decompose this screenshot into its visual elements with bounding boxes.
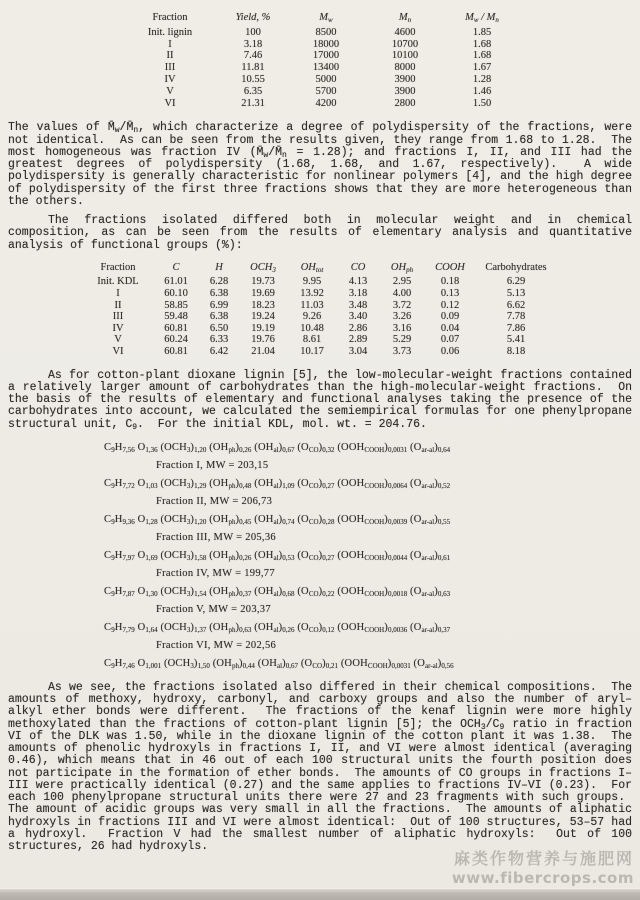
table-cell: 60.81 bbox=[164, 346, 188, 358]
table-cell: 5.13 bbox=[506, 288, 526, 300]
table-cell: 0.09 bbox=[440, 311, 460, 323]
table-row bbox=[119, 62, 521, 74]
table-cell: 0.04 bbox=[440, 322, 460, 334]
chemical-formula: $C_9H_{7,46}$ $O_{1,001}$ $(OCH_3)_{1,50}$ $(OH_{ph})_{0,44}$ $(OH_{al})_{0,67}$ $(O_{CO})_{0,21}$ $(OOH_{COOH})_{0,0031}$ $(O_{ar-al})_{0,56}$ bbox=[104, 657, 454, 670]
table-cell: 1.50 bbox=[472, 97, 492, 109]
chemical-formula: $C_9H_{9,36}$ $O_{1,28}$ $(OCH_3)_{1,20}$ $(OH_{ph})_{0,45}$ $(OH_{al})_{0,74}$ $(O_{CO})_{0,28}$ $(OOH_{COOH})_{0,0039}$ $(O_{ar-al})_{0,55}$ bbox=[104, 513, 451, 526]
table-cell: 2.95 bbox=[392, 276, 412, 288]
table-cell: 3.48 bbox=[348, 299, 368, 311]
table-cell: II bbox=[166, 50, 174, 62]
table-cell: 1.28 bbox=[472, 73, 492, 85]
table-header-row bbox=[119, 12, 521, 27]
chemical-formula: $C_9H_{7,87}$ $O_{1,30}$ $(OCH_3)_{1,54}$ $(OH_{ph})_{0,37}$ $(OH_{al})_{0,68}$ $(O_{CO})_{0,22}$ $(OOH_{COOH})_{0,0018}$ $(O_{ar-al})_{0,63}$ bbox=[104, 585, 451, 598]
table-cell: VI bbox=[164, 97, 176, 109]
table-cell: VI bbox=[112, 346, 124, 358]
table-cell: 100 bbox=[245, 26, 261, 38]
table-cell: 8000 bbox=[394, 62, 416, 74]
table-cell: IV bbox=[164, 73, 176, 85]
molecular-weight-table bbox=[119, 12, 521, 109]
table-cell: 1.67 bbox=[472, 62, 492, 74]
paragraph-chemical-compositions: As we see, the fractions isolated also differed in their chemical compositions. The amounts of methoxy, hydroxy, carbonyl, and carboxy groups and also the number of aryl–alkyl ether bonds were different. The fractions of the kenaf lignin were more highly methoxylated than the fractions of cotton-plant lignin [5]; the $OCH_3/C_9$ ratio in fraction VI of the DLK was 1.50, while in the dioxane lignin of the cotton plant it was 1.38. The amounts of phenolic hydroxyls in fractions I, II, and VI were almost identical (averaging 0.46), which means that in 46 out of each 100 structural units the fourth position does not participate in the formation of ether bonds. The amounts of CO groups in fractions I–III were practically identical (0.27) and the same applies to fractions IV–VI (0.23). For each 100 phenylpropane structural units there were 27 and 23 fragments with such groups. The amount of acidic groups was very small in all the fractions. The amounts of aliphatic hydroxyls in fractions III and VI were almost identical: Out of 100 structures, 53–57 had a hydroxyl. Fraction V had the smallest number of aliphatic hydroxyls: Out of 100 structures, 26 had hydroxyls. bbox=[8, 680, 632, 854]
table-cell: 10700 bbox=[391, 38, 419, 50]
table-cell: 59.48 bbox=[164, 311, 188, 323]
table-cell: 8.61 bbox=[302, 334, 322, 346]
table-cell: 10.17 bbox=[300, 346, 324, 358]
table-cell: 3.40 bbox=[348, 311, 368, 323]
table-cell: 3.26 bbox=[392, 311, 412, 323]
table-row bbox=[119, 50, 521, 62]
table-cell: 6.62 bbox=[506, 299, 526, 311]
watermark-url: www.fibercrops.com bbox=[451, 869, 634, 887]
table-cell: 3.73 bbox=[392, 346, 412, 358]
table-cell: 0.18 bbox=[440, 276, 460, 288]
table-cell: 6.50 bbox=[209, 322, 229, 334]
table-cell: 11.03 bbox=[300, 299, 324, 311]
table-cell: 0.12 bbox=[440, 299, 460, 311]
paragraph-carbohydrates: As for cotton-plant dioxane lignin [5], the low-molecular-weight fractions contained a relatively larger amount of carbohydrates than the high-molecular-weight fractions. On the basis of the results of elementary and functional analyses taking the presence of the carbohydrates into account, we calculated the semiempirical formulas for one phenylpropane structural unit, $C_9$. For the initial KDL, mol. wt. = 204.76. bbox=[8, 368, 632, 432]
table-cell: 17000 bbox=[312, 50, 340, 62]
table-cell: 13.92 bbox=[300, 288, 324, 300]
table-cell: 11.81 bbox=[241, 62, 265, 74]
table-cell: 9.26 bbox=[302, 311, 322, 323]
table-cell: V bbox=[166, 85, 174, 97]
column-header: $OH_{ph}$ bbox=[390, 261, 414, 274]
table-cell: I bbox=[116, 288, 120, 300]
table-cell: 10.48 bbox=[300, 322, 324, 334]
table-cell: 10.55 bbox=[241, 73, 265, 85]
page-edge-strip bbox=[0, 888, 640, 900]
table-cell: III bbox=[164, 62, 176, 74]
table-cell: 5700 bbox=[315, 85, 337, 97]
table-row bbox=[83, 311, 557, 323]
table-cell: 4200 bbox=[315, 97, 337, 109]
table-cell: 13400 bbox=[312, 62, 340, 74]
table-cell: 3.18 bbox=[243, 38, 263, 50]
formula-label: Fraction III, MW = 205,36 bbox=[156, 531, 276, 543]
table-cell: 0.07 bbox=[440, 334, 460, 346]
chemical-formula: $C_9H_{7,72}$ $O_{1,03}$ $(OCH_3)_{1,29}$ $(OH_{ph})_{0,48}$ $(OH_{al})_{1,09}$ $(O_{CO})_{0,27}$ $(OOH_{COOH})_{0,0064}$ $(O_{ar-al})_{0,52}$ bbox=[104, 477, 451, 490]
table-cell: 3.16 bbox=[392, 322, 412, 334]
table-row bbox=[119, 74, 521, 86]
table-cell: 6.99 bbox=[209, 299, 229, 311]
table-cell: 7.46 bbox=[243, 50, 263, 62]
table-cell: 3.18 bbox=[348, 288, 368, 300]
table-cell: III bbox=[112, 311, 124, 323]
table-cell: Init. KDL bbox=[97, 276, 139, 288]
table-cell: 0.13 bbox=[440, 288, 460, 300]
table-row bbox=[83, 276, 557, 288]
table-cell: 10100 bbox=[391, 50, 419, 62]
formula-label: Fraction VI, MW = 202,56 bbox=[156, 639, 277, 651]
formula-label: Fraction I, MW = 203,15 bbox=[156, 459, 269, 471]
table-cell: IV bbox=[112, 322, 124, 334]
table-cell: 2.89 bbox=[348, 334, 368, 346]
table-row bbox=[83, 300, 557, 312]
column-header: $OCH_3$ bbox=[250, 261, 276, 274]
column-header: Carbohydrates bbox=[485, 261, 547, 273]
column-header: H bbox=[215, 261, 223, 273]
chemical-formula: $C_9H_{7,56}$ $O_{1,36}$ $(OCH_3)_{1,20}$ $(OH_{ph})_{0,26}$ $(OH_{al})_{0,67}$ $(O_{CO})_{0,32}$ $(OOH_{COOH})_{0,0031}$ $(O_{ar-al})_{0,64}$ bbox=[104, 441, 451, 454]
table-cell: 19.24 bbox=[251, 311, 275, 323]
table-cell: 3900 bbox=[394, 85, 416, 97]
table-cell: 3.04 bbox=[348, 346, 368, 358]
formula-label: Fraction IV, MW = 199,77 bbox=[156, 567, 275, 579]
table-row bbox=[119, 98, 521, 110]
table-cell: 1.68 bbox=[472, 50, 492, 62]
table-cell: 1.68 bbox=[472, 38, 492, 50]
table-row bbox=[119, 27, 521, 39]
paragraph-polydispersity: The values of $M̄_w/M̄_n$, which characterize a degree of polydispersity of the fractions, were not identical. As can be seen from the results given, they range from 1.68 to 1.28. The most homogeneous was fraction IV $(M̄_w/M̄_n = 1.28)$; and fractions I, II, and III had the greatest degrees of polydispersity (1.68, 1.68, and 1.67, respectively). A wide polydispersity is generally characteristic for nonlinear polymers [4], and the high degree of polydispersity of the first three fractions shows that they are more heterogeneous than the others. bbox=[8, 121, 633, 208]
table-cell: 6.28 bbox=[209, 276, 229, 288]
table-cell: 18.23 bbox=[251, 299, 275, 311]
column-header: C bbox=[172, 261, 180, 273]
table-cell: Init. lignin bbox=[147, 26, 193, 38]
table-row bbox=[83, 346, 557, 358]
table-cell: 5.41 bbox=[506, 334, 526, 346]
watermark-chinese-text: 麻类作物营养与施肥网 bbox=[453, 849, 634, 868]
table-cell: 19.69 bbox=[251, 288, 275, 300]
table-cell: 1.85 bbox=[472, 26, 492, 38]
functional-analysis-table bbox=[83, 262, 557, 358]
table-cell: 2.86 bbox=[348, 322, 368, 334]
table-cell: 60.81 bbox=[164, 322, 188, 334]
table-cell: 6.35 bbox=[243, 85, 263, 97]
column-header: $M_w$ bbox=[319, 12, 333, 24]
column-header: CO bbox=[350, 261, 366, 273]
table-cell: 4.13 bbox=[348, 276, 368, 288]
table-cell: 8.18 bbox=[506, 346, 526, 358]
chemical-formula: $C_9H_{7,79}$ $O_{1,64}$ $(OCH_3)_{1,37}$ $(OH_{ph})_{0,63}$ $(OH_{al})_{0,26}$ $(O_{CO})_{0,12}$ $(OOH_{COOH})_{0,0036}$ $(O_{ar-al})_{0,37}$ bbox=[104, 621, 451, 634]
table-row bbox=[83, 334, 557, 346]
table-cell: 19.19 bbox=[251, 322, 275, 334]
table-cell: V bbox=[114, 334, 122, 346]
semiempirical-formulas bbox=[104, 439, 632, 673]
table-cell: 6.33 bbox=[209, 334, 229, 346]
formula-label: Fraction II, MW = 206,73 bbox=[156, 495, 273, 507]
table-cell: 21.04 bbox=[251, 346, 275, 358]
table-cell: 18000 bbox=[312, 38, 340, 50]
table-cell: 21.31 bbox=[241, 97, 265, 109]
table-cell: 19.76 bbox=[251, 334, 275, 346]
table-cell: 7.78 bbox=[506, 311, 526, 323]
table-cell: 60.10 bbox=[164, 288, 188, 300]
table-cell: II bbox=[114, 299, 122, 311]
table-cell: 5000 bbox=[315, 73, 337, 85]
table-cell: 7.86 bbox=[506, 322, 526, 334]
table-cell: 58.85 bbox=[164, 299, 188, 311]
table-row bbox=[119, 86, 521, 98]
table-cell: 3.72 bbox=[392, 299, 412, 311]
table-cell: 8500 bbox=[315, 26, 337, 38]
formula-label: Fraction V, MW = 203,37 bbox=[156, 603, 271, 615]
table-cell: 6.29 bbox=[506, 276, 526, 288]
column-header: COOH bbox=[435, 261, 465, 273]
table-cell: I bbox=[168, 38, 172, 50]
table-cell: 60.24 bbox=[164, 334, 188, 346]
table-header-row bbox=[83, 262, 557, 277]
table-cell: 4.00 bbox=[392, 288, 412, 300]
table-cell: 61.01 bbox=[164, 276, 188, 288]
table-cell: 6.38 bbox=[209, 311, 229, 323]
table-cell: 5.29 bbox=[392, 334, 412, 346]
table-cell: 6.42 bbox=[209, 346, 229, 358]
column-header: $OH_{tot}$ bbox=[300, 261, 324, 274]
table-cell: 3900 bbox=[394, 73, 416, 85]
table-row bbox=[119, 39, 521, 51]
table-row bbox=[83, 323, 557, 335]
table-cell: 4600 bbox=[394, 26, 416, 38]
paragraph-fractions-differed: The fractions isolated differed both in molecular weight and in chemical composition, as can be seen from the results of elementary analysis and quantitative analysis of functional groups (%): bbox=[8, 214, 632, 252]
table-cell: 6.38 bbox=[209, 288, 229, 300]
table-cell: 0.06 bbox=[440, 346, 460, 358]
table-cell: 2800 bbox=[394, 97, 416, 109]
column-header: $M_w / M_n$ bbox=[465, 12, 499, 24]
table-cell: 9.95 bbox=[302, 276, 322, 288]
chemical-formula: $C_9H_{7,97}$ $O_{1,69}$ $(OCH_3)_{1,58}$ $(OH_{ph})_{0,26}$ $(OH_{al})_{0,53}$ $(O_{CO})_{0,27}$ $(OOH_{COOH})_{0,0044}$ $(O_{ar-al})_{0,61}$ bbox=[104, 549, 451, 562]
column-header: $M_n$ bbox=[398, 12, 412, 24]
column-header: Yield, % bbox=[235, 12, 271, 23]
table-cell: 19.73 bbox=[251, 276, 275, 288]
table-row bbox=[83, 288, 557, 300]
table-cell: 1.46 bbox=[472, 85, 492, 97]
column-header: Fraction bbox=[100, 261, 136, 273]
column-header: Fraction bbox=[152, 12, 188, 23]
